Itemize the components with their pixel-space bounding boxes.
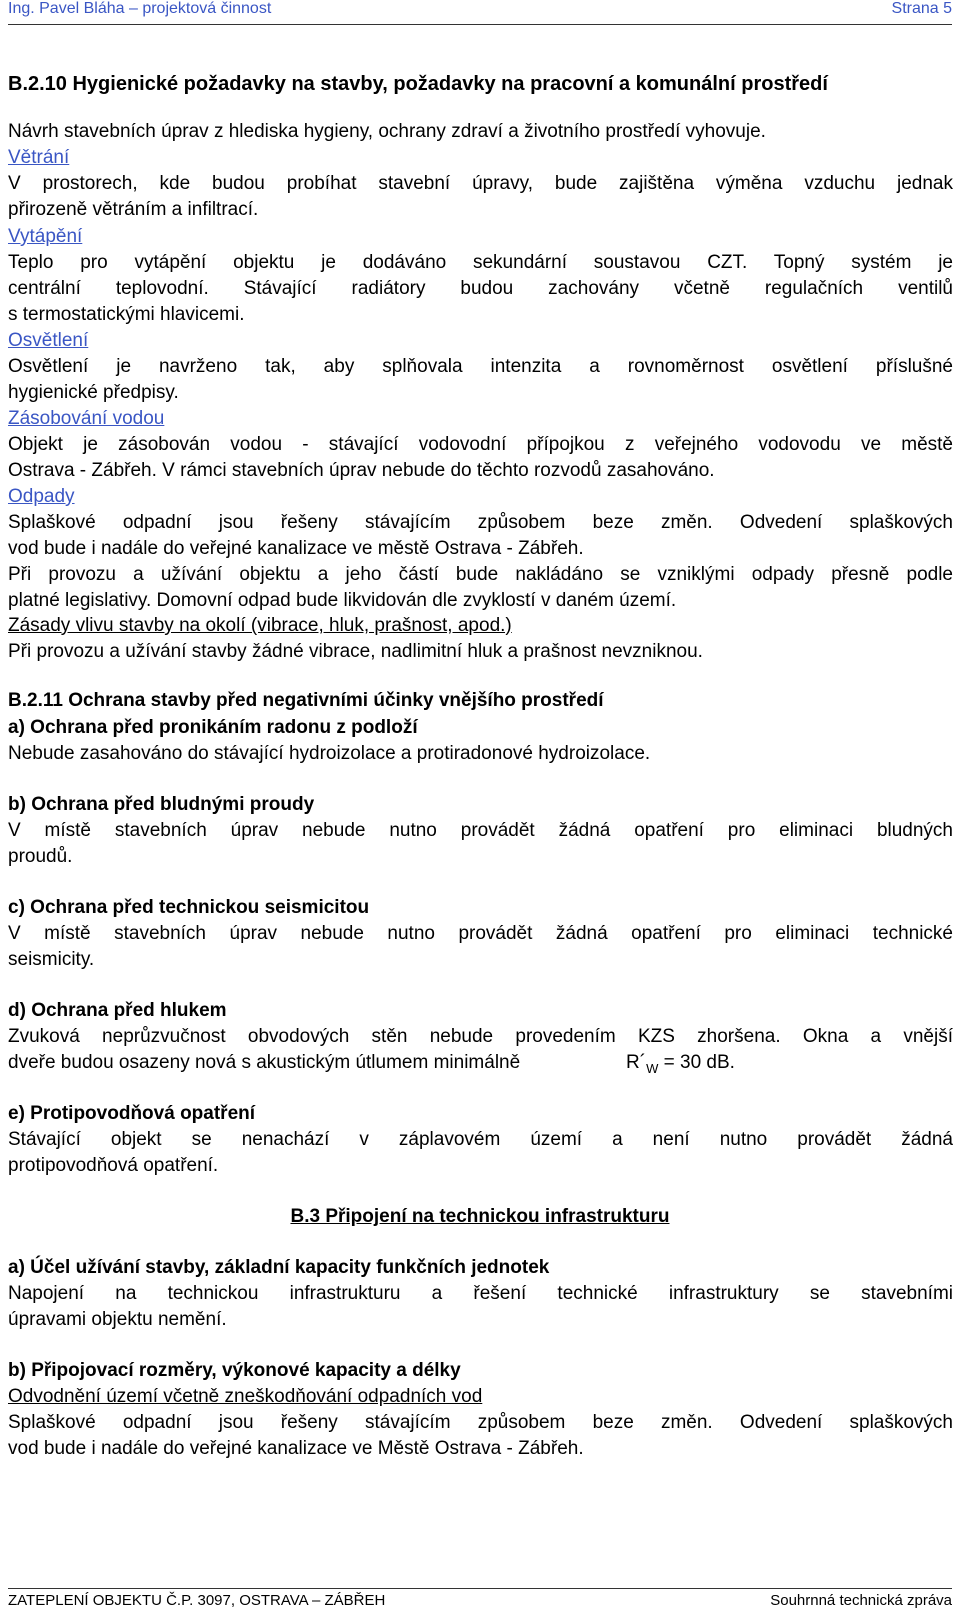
paragraph-line: Napojení na technickou infrastrukturu a řešení technické infrastruktury se stavebními [8,1283,953,1304]
subheading-b-bludne-proudy: b) Ochrana před bludnými proudy [8,794,315,815]
footer-project: ZATEPLENÍ OBJEKTU Č.P. 3097, OSTRAVA – ZÁBŘEH [8,1592,386,1609]
subheading-c-seismicita: c) Ochrana před technickou seismicitou [8,897,370,918]
paragraph-line: Objekt je zásobován vodou - stávající vodovodní přípojkou z veřejného vodovodu ve městě [8,434,953,455]
paragraph-line: V prostorech, kde budou probíhat stavební úpravy, bude zajištěna výměna vzduchu jednak [8,173,953,194]
section-title-b210: B.2.10 Hygienické požadavky na stavby, požadavky na pracovní a komunální prostředí [8,73,828,95]
heading-zasady: Zásady vlivu stavby na okolí (vibrace, hluk, prašnost, apod.) [8,615,512,636]
formula-symbol: R´ [626,1052,647,1073]
paragraph-line: V místě stavebních úprav nebude nutno provádět žádná opatření pro eliminaci bludných [8,820,953,841]
section-title-b211: B.2.11 Ochrana stavby před negativními účinky vnějšího prostředí [8,690,604,711]
acoustic-formula [626,1052,735,1080]
subheading-a-radon: a) Ochrana před pronikáním radonu z podloží [8,717,418,738]
header-divider [8,24,952,25]
paragraph-line: Teplo pro vytápění objektu je dodáváno sekundární soustavou CZT. Topný systém je [8,252,953,273]
subheading-e-protipovodnova: e) Protipovodňová opatření [8,1103,256,1124]
paragraph-line: dveře budou osazeny nová s akustickým útlumem minimálně [8,1052,521,1073]
paragraph-line: úpravami objektu nemění. [8,1309,227,1330]
page-header [8,0,952,28]
header-author: Ing. Pavel Bláha – projektová činnost [8,0,272,17]
formula-subscript: W [646,1060,659,1076]
formula-value: = 30 dB. [663,1052,735,1073]
page-footer [8,1588,952,1609]
paragraph-line: vod bude i nadále do veřejné kanalizace ve Městě Ostrava - Zábřeh. [8,1438,584,1459]
paragraph-line: seismicity. [8,949,95,970]
paragraph-line: Splaškové odpadní jsou řešeny stávajícím způsobem beze změn. Odvedení splaškových [8,512,953,533]
paragraph-line: Zvuková neprůzvučnost obvodových stěn nebude provedením KZS zhoršena. Okna a vnější [8,1026,953,1047]
paragraph-line: Nebude zasahováno do stávající hydroizolace a protiradonové hydroizolace. [8,743,651,764]
footer-divider [8,1588,952,1589]
paragraph-line: s termostatickými hlavicemi. [8,304,245,325]
heading-odvodneni: Odvodnění území včetně zneškodňování odpadních vod [8,1386,483,1407]
subheading-b3-b: b) Připojovací rozměry, výkonové kapacity a délky [8,1360,461,1381]
subheading-b3-a: a) Účel užívání stavby, základní kapacity funkčních jednotek [8,1257,550,1278]
heading-vytapeni: Vytápění [8,226,83,247]
paragraph-line: V místě stavebních úprav nebude nutno provádět žádná opatření pro eliminaci technické [8,923,953,944]
paragraph-line: proudů. [8,846,73,867]
footer-document-type: Souhrnná technická zpráva [770,1592,952,1609]
subheading-d-hluk: d) Ochrana před hlukem [8,1000,227,1021]
heading-osvetleni: Osvětlení [8,330,89,351]
paragraph-line: Osvětlení je navrženo tak, aby splňovala intenzita a rovnoměrnost osvětlení příslušné [8,356,953,377]
paragraph-line: Splaškové odpadní jsou řešeny stávajícím způsobem beze změn. Odvedení splaškových [8,1412,953,1433]
intro-text: Návrh stavebních úprav z hlediska hygieny, ochrany zdraví a životního prostředí vyhovuje. [8,121,766,142]
paragraph-line: Stávající objekt se nenachází v záplavovém území a není nutno provádět žádná [8,1129,953,1150]
section-title-b3: B.3 Připojení na technickou infrastrukturu [290,1206,670,1227]
heading-vetrani: Větrání [8,147,70,168]
paragraph-line: přirozeně větráním a infiltrací. [8,199,259,220]
paragraph-line: platné legislativy. Domovní odpad bude likvidován dle zvyklostí v daném území. [8,590,677,611]
heading-odpady: Odpady [8,486,75,507]
paragraph-line: centrální teplovodní. Stávající radiátory budou zachovány včetně regulačních ventilů [8,278,953,299]
paragraph-line: vod bude i nadále do veřejné kanalizace ve městě Ostrava - Zábřeh. [8,538,584,559]
paragraph-line: protipovodňová opatření. [8,1155,219,1176]
paragraph-line: Při provozu a užívání objektu a jeho částí bude nakládáno se vzniklými odpady přesně podle [8,564,953,585]
paragraph-line: Při provozu a užívání stavby žádné vibrace, nadlimitní hluk a prašnost nevzniknou. [8,641,703,662]
paragraph-line: hygienické předpisy. [8,382,179,403]
heading-zasobovani-vodou: Zásobování vodou [8,408,165,429]
header-page-number: Strana 5 [891,0,952,17]
paragraph-line: Ostrava - Zábřeh. V rámci stavebních úprav nebude do těchto rozvodů zasahováno. [8,460,715,481]
